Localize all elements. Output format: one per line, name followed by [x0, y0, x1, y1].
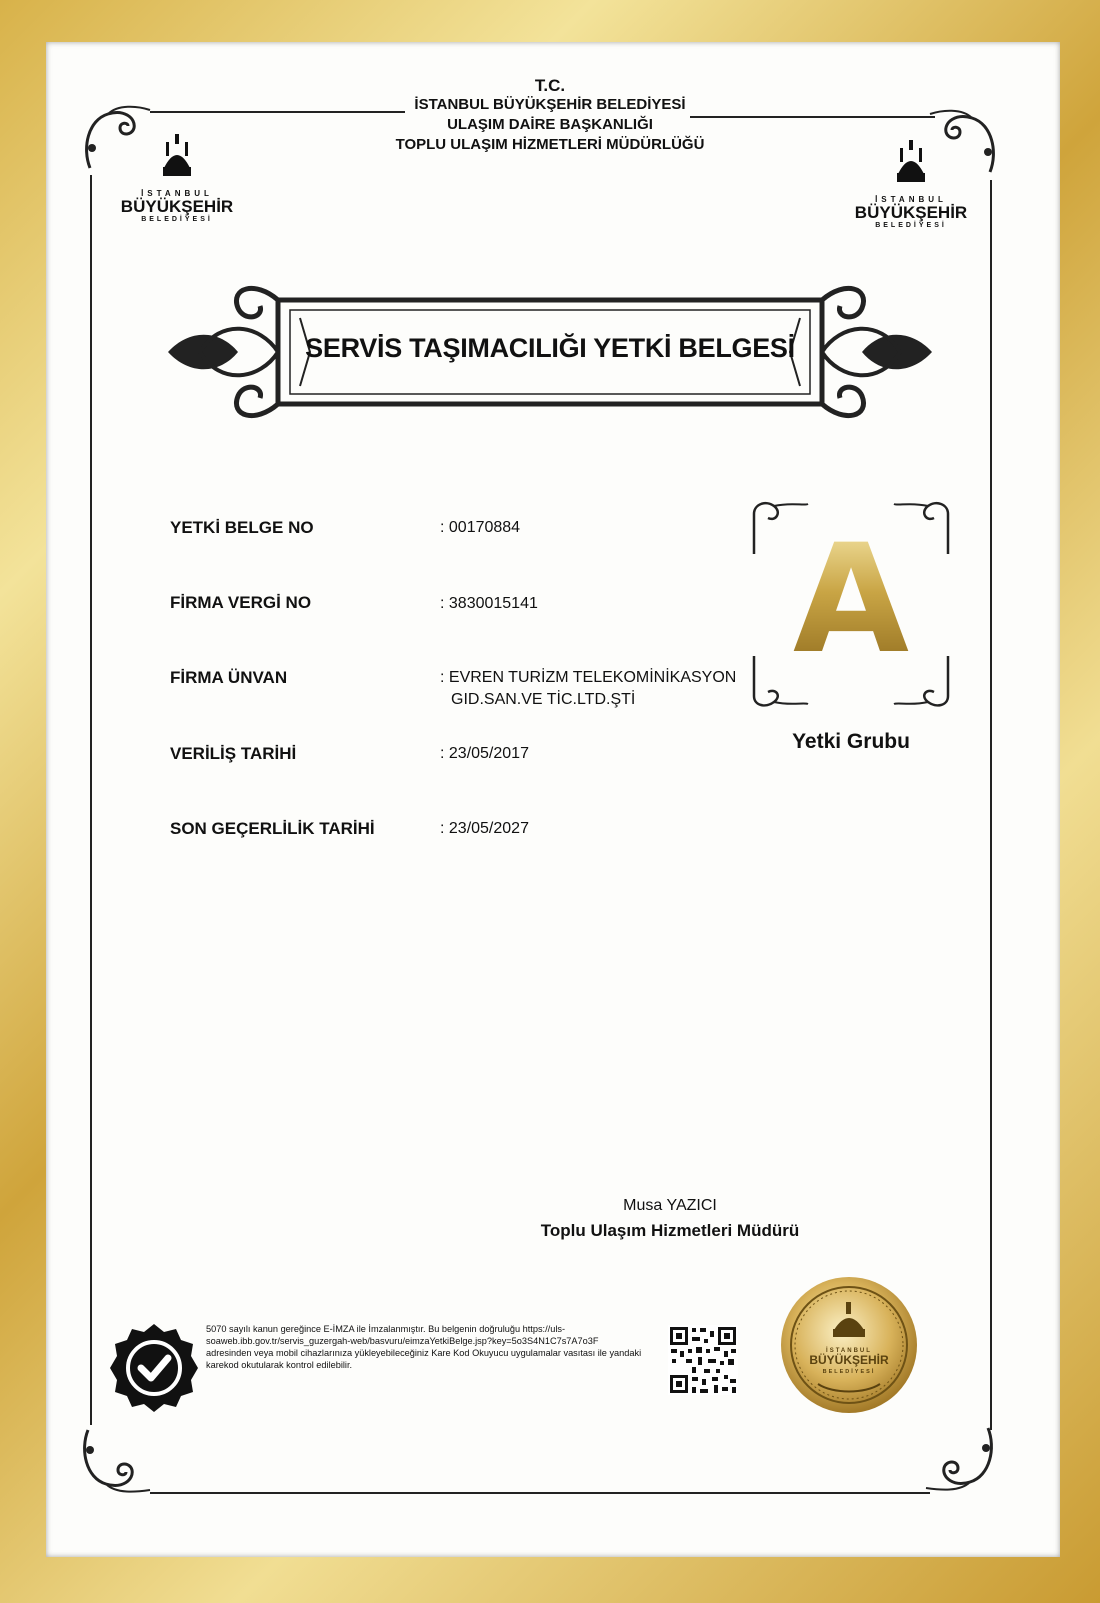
seal-top-text: İSTANBUL [826, 1348, 872, 1354]
right-border-rule [990, 180, 992, 1430]
bottom-border-rule [150, 1492, 930, 1494]
certificate-title: SERVİS TAŞIMACILIĞI YETKİ BELGESİ [305, 333, 795, 363]
authorization-grade-caption: Yetki Grubu [792, 730, 910, 753]
value-son-gecerlilik: : 23/05/2027 [440, 820, 529, 837]
value-vergi-no: : 3830015141 [440, 595, 538, 612]
mosque-icon [160, 134, 194, 178]
seal-bottom-text: BELEDİYESİ [822, 1369, 876, 1375]
value-verilis-tarihi: : 23/05/2017 [440, 745, 529, 762]
logo-bottom-text: BELEDİYESİ [141, 216, 213, 223]
logo-main-text: BÜYÜKŞEHİR [120, 197, 234, 216]
value-unvan-line1: : EVREN TURİZM TELEKOMİNİKASYON [440, 669, 737, 686]
corner-ornament-bottom-left [74, 1424, 154, 1504]
e-signature-verification-note: 5070 sayılı kanun gereğince E-İMZA ile İmzalanmıştır. Bu belgenin doğruluğu https://uls-soaweb.ibb.gov.tr/servis_guzergah-web/basvuru/eimzaYetkiBelge.jsp?key=5o3S4N1C7s7A7o3F adresinden veya mobil cihazlarınıza yükleyebileceğiniz Kare Kod Okuyucu uygulamalar vasıtası ile yandaki karekod okutularak kontrol edilebilir. [206, 1324, 642, 1370]
logo-top-text: İSTANBUL [875, 195, 947, 204]
seal-main-text: BÜYÜKŞEHİR [809, 1353, 889, 1367]
signatory-title: Toplu Ulaşım Hizmetleri Müdürü [540, 1221, 800, 1240]
signatory-name: Musa YAZICI [623, 1197, 717, 1214]
header-tc: T.C. [534, 76, 566, 95]
logo-top-text: İSTANBUL [141, 189, 213, 198]
mosque-icon [894, 140, 928, 184]
header-municipality: İSTANBUL BÜYÜKŞEHİR BELEDİYESİ [414, 96, 686, 113]
label-son-gecerlilik: SON GEÇERLİLİK TARİHİ [170, 819, 375, 838]
label-vergi-no: FİRMA VERGİ NO [170, 593, 312, 612]
corner-ornament-bottom-right [922, 1420, 1002, 1500]
value-unvan-line2: GID.SAN.VE TİC.LTD.ŞTİ [451, 691, 636, 708]
label-belge-no: YETKİ BELGE NO [170, 518, 314, 537]
ibb-logo-right [846, 140, 976, 229]
logo-main-text: BÜYÜKŞEHİR [854, 203, 968, 222]
header-directorate: TOPLU ULAŞIM HİZMETLERİ MÜDÜRLÜĞÜ [395, 136, 705, 153]
label-verilis-tarihi: VERİLİŞ TARİHİ [170, 744, 297, 763]
value-belge-no: : 00170884 [440, 519, 521, 536]
header-department: ULAŞIM DAİRE BAŞKANLIĞI [447, 116, 653, 133]
logo-bottom-text: BELEDİYESİ [875, 222, 947, 229]
qr-code[interactable] [668, 1325, 738, 1395]
verified-check-icon [108, 1322, 200, 1414]
municipality-gold-seal [778, 1272, 920, 1418]
label-unvan: FİRMA ÜNVAN [170, 668, 288, 687]
ibb-logo-left [112, 134, 242, 223]
authorization-grade-letter: A [752, 520, 950, 680]
